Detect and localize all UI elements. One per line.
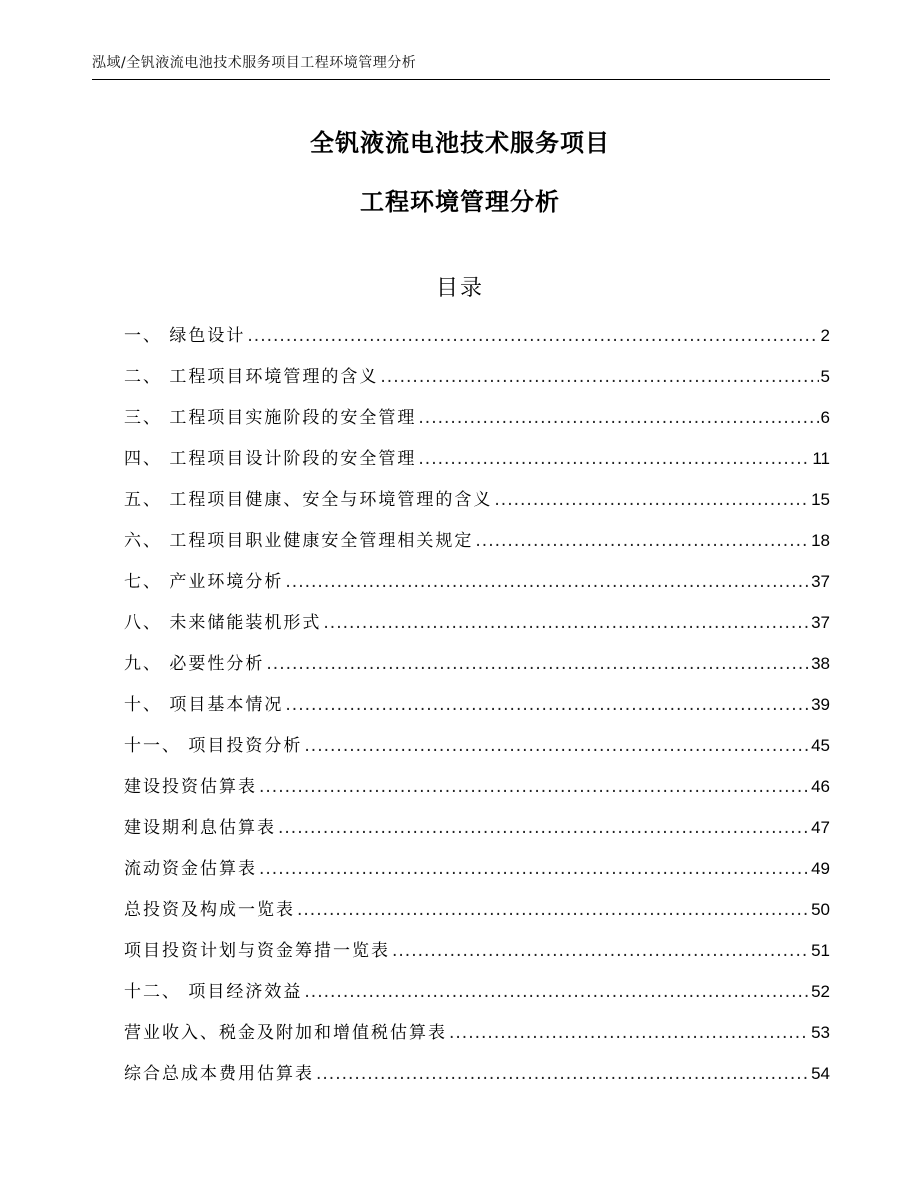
toc-entry-label: 一、 绿色设计	[124, 326, 246, 346]
toc-entry[interactable]	[124, 813, 830, 854]
toc-entry-label: 营业收入、税金及附加和增值税估算表	[124, 1023, 447, 1043]
toc-entry[interactable]	[124, 608, 830, 649]
toc-dot-leader	[304, 977, 809, 1007]
toc-entry[interactable]	[124, 936, 830, 977]
toc-entry-page-number: 52	[811, 982, 830, 1001]
toc-entry[interactable]	[124, 444, 830, 485]
toc-entry-label: 四、 工程项目设计阶段的安全管理	[124, 449, 417, 469]
toc-entry-page-number: 51	[811, 941, 830, 960]
document-title-line-2: 工程环境管理分析	[360, 188, 560, 216]
toc-entry[interactable]	[124, 403, 830, 444]
toc-entry[interactable]	[124, 690, 830, 731]
document-title-line-1: 全钒液流电池技术服务项目	[310, 129, 610, 157]
toc-entry-label: 七、 产业环境分析	[124, 572, 284, 592]
toc-entry-page-number: 38	[811, 654, 830, 673]
toc-entry-label: 六、 工程项目职业健康安全管理相关规定	[124, 531, 474, 551]
toc-entry-page-number: 54	[811, 1064, 830, 1083]
toc-dot-leader	[449, 1018, 809, 1048]
toc-entry-label: 十、 项目基本情况	[124, 695, 284, 715]
toc-dot-leader	[297, 895, 809, 925]
toc-dot-leader	[247, 321, 818, 351]
toc-entry-page-number: 39	[811, 695, 830, 714]
toc-dot-leader	[266, 649, 809, 679]
toc-entry-page-number: 45	[811, 736, 830, 755]
toc-entry[interactable]	[124, 526, 830, 567]
toc-entry-label: 总投资及构成一览表	[124, 900, 295, 920]
table-of-contents	[124, 321, 830, 1100]
toc-entry-page-number: 18	[811, 531, 830, 550]
toc-entry-label: 十二、 项目经济效益	[124, 982, 303, 1002]
toc-entry-page-number: 50	[811, 900, 830, 919]
toc-entry[interactable]	[124, 1018, 830, 1059]
toc-entry[interactable]	[124, 485, 830, 526]
toc-entry[interactable]	[124, 321, 830, 362]
toc-dot-leader	[475, 526, 809, 556]
toc-entry-label: 建设投资估算表	[124, 777, 257, 797]
toc-entry-page-number: 6	[820, 408, 830, 427]
toc-entry-page-number: 47	[811, 818, 830, 837]
running-header: 泓域/全钒液流电池技术服务项目工程环境管理分析	[92, 55, 417, 71]
toc-dot-leader	[392, 936, 809, 966]
toc-entry[interactable]	[124, 854, 830, 895]
toc-entry-page-number: 5	[820, 367, 830, 386]
toc-entry-page-number: 11	[812, 449, 830, 468]
toc-entry[interactable]	[124, 977, 830, 1018]
toc-dot-leader	[285, 567, 809, 597]
toc-entry[interactable]	[124, 731, 830, 772]
toc-entry-label: 建设期利息估算表	[124, 818, 276, 838]
toc-dot-leader	[278, 813, 809, 843]
toc-entry-label: 八、 未来储能装机形式	[124, 613, 322, 633]
toc-dot-leader	[316, 1059, 809, 1089]
toc-entry-label: 流动资金估算表	[124, 859, 257, 879]
toc-dot-leader	[285, 690, 809, 720]
toc-entry-page-number: 37	[811, 613, 830, 632]
toc-entry-label: 项目投资计划与资金筹措一览表	[124, 941, 390, 961]
toc-entry-page-number: 53	[811, 1023, 830, 1042]
toc-entry-page-number: 15	[811, 490, 830, 509]
toc-dot-leader	[259, 854, 809, 884]
toc-entry-label: 十一、 项目投资分析	[124, 736, 303, 756]
toc-dot-leader	[418, 444, 810, 474]
toc-entry[interactable]	[124, 362, 830, 403]
toc-entry[interactable]	[124, 895, 830, 936]
toc-dot-leader	[494, 485, 809, 515]
toc-dot-leader	[259, 772, 809, 802]
toc-heading: 目录	[435, 276, 484, 301]
toc-dot-leader	[304, 731, 809, 761]
toc-entry-page-number: 2	[820, 326, 830, 345]
toc-entry-page-number: 46	[811, 777, 830, 796]
toc-entry[interactable]	[124, 1059, 830, 1100]
toc-entry-label: 二、 工程项目环境管理的含义	[124, 367, 379, 387]
toc-dot-leader	[380, 362, 818, 392]
toc-entry-label: 九、 必要性分析	[124, 654, 265, 674]
toc-entry-label: 综合总成本费用估算表	[124, 1064, 314, 1084]
toc-entry-page-number: 49	[811, 859, 830, 878]
toc-dot-leader	[418, 403, 818, 433]
toc-entry-page-number: 37	[811, 572, 830, 591]
header-divider	[92, 79, 830, 80]
toc-entry-label: 三、 工程项目实施阶段的安全管理	[124, 408, 417, 428]
toc-entry[interactable]	[124, 567, 830, 608]
toc-entry[interactable]	[124, 649, 830, 690]
toc-entry-label: 五、 工程项目健康、安全与环境管理的含义	[124, 490, 493, 510]
toc-dot-leader	[323, 608, 809, 638]
toc-entry[interactable]	[124, 772, 830, 813]
